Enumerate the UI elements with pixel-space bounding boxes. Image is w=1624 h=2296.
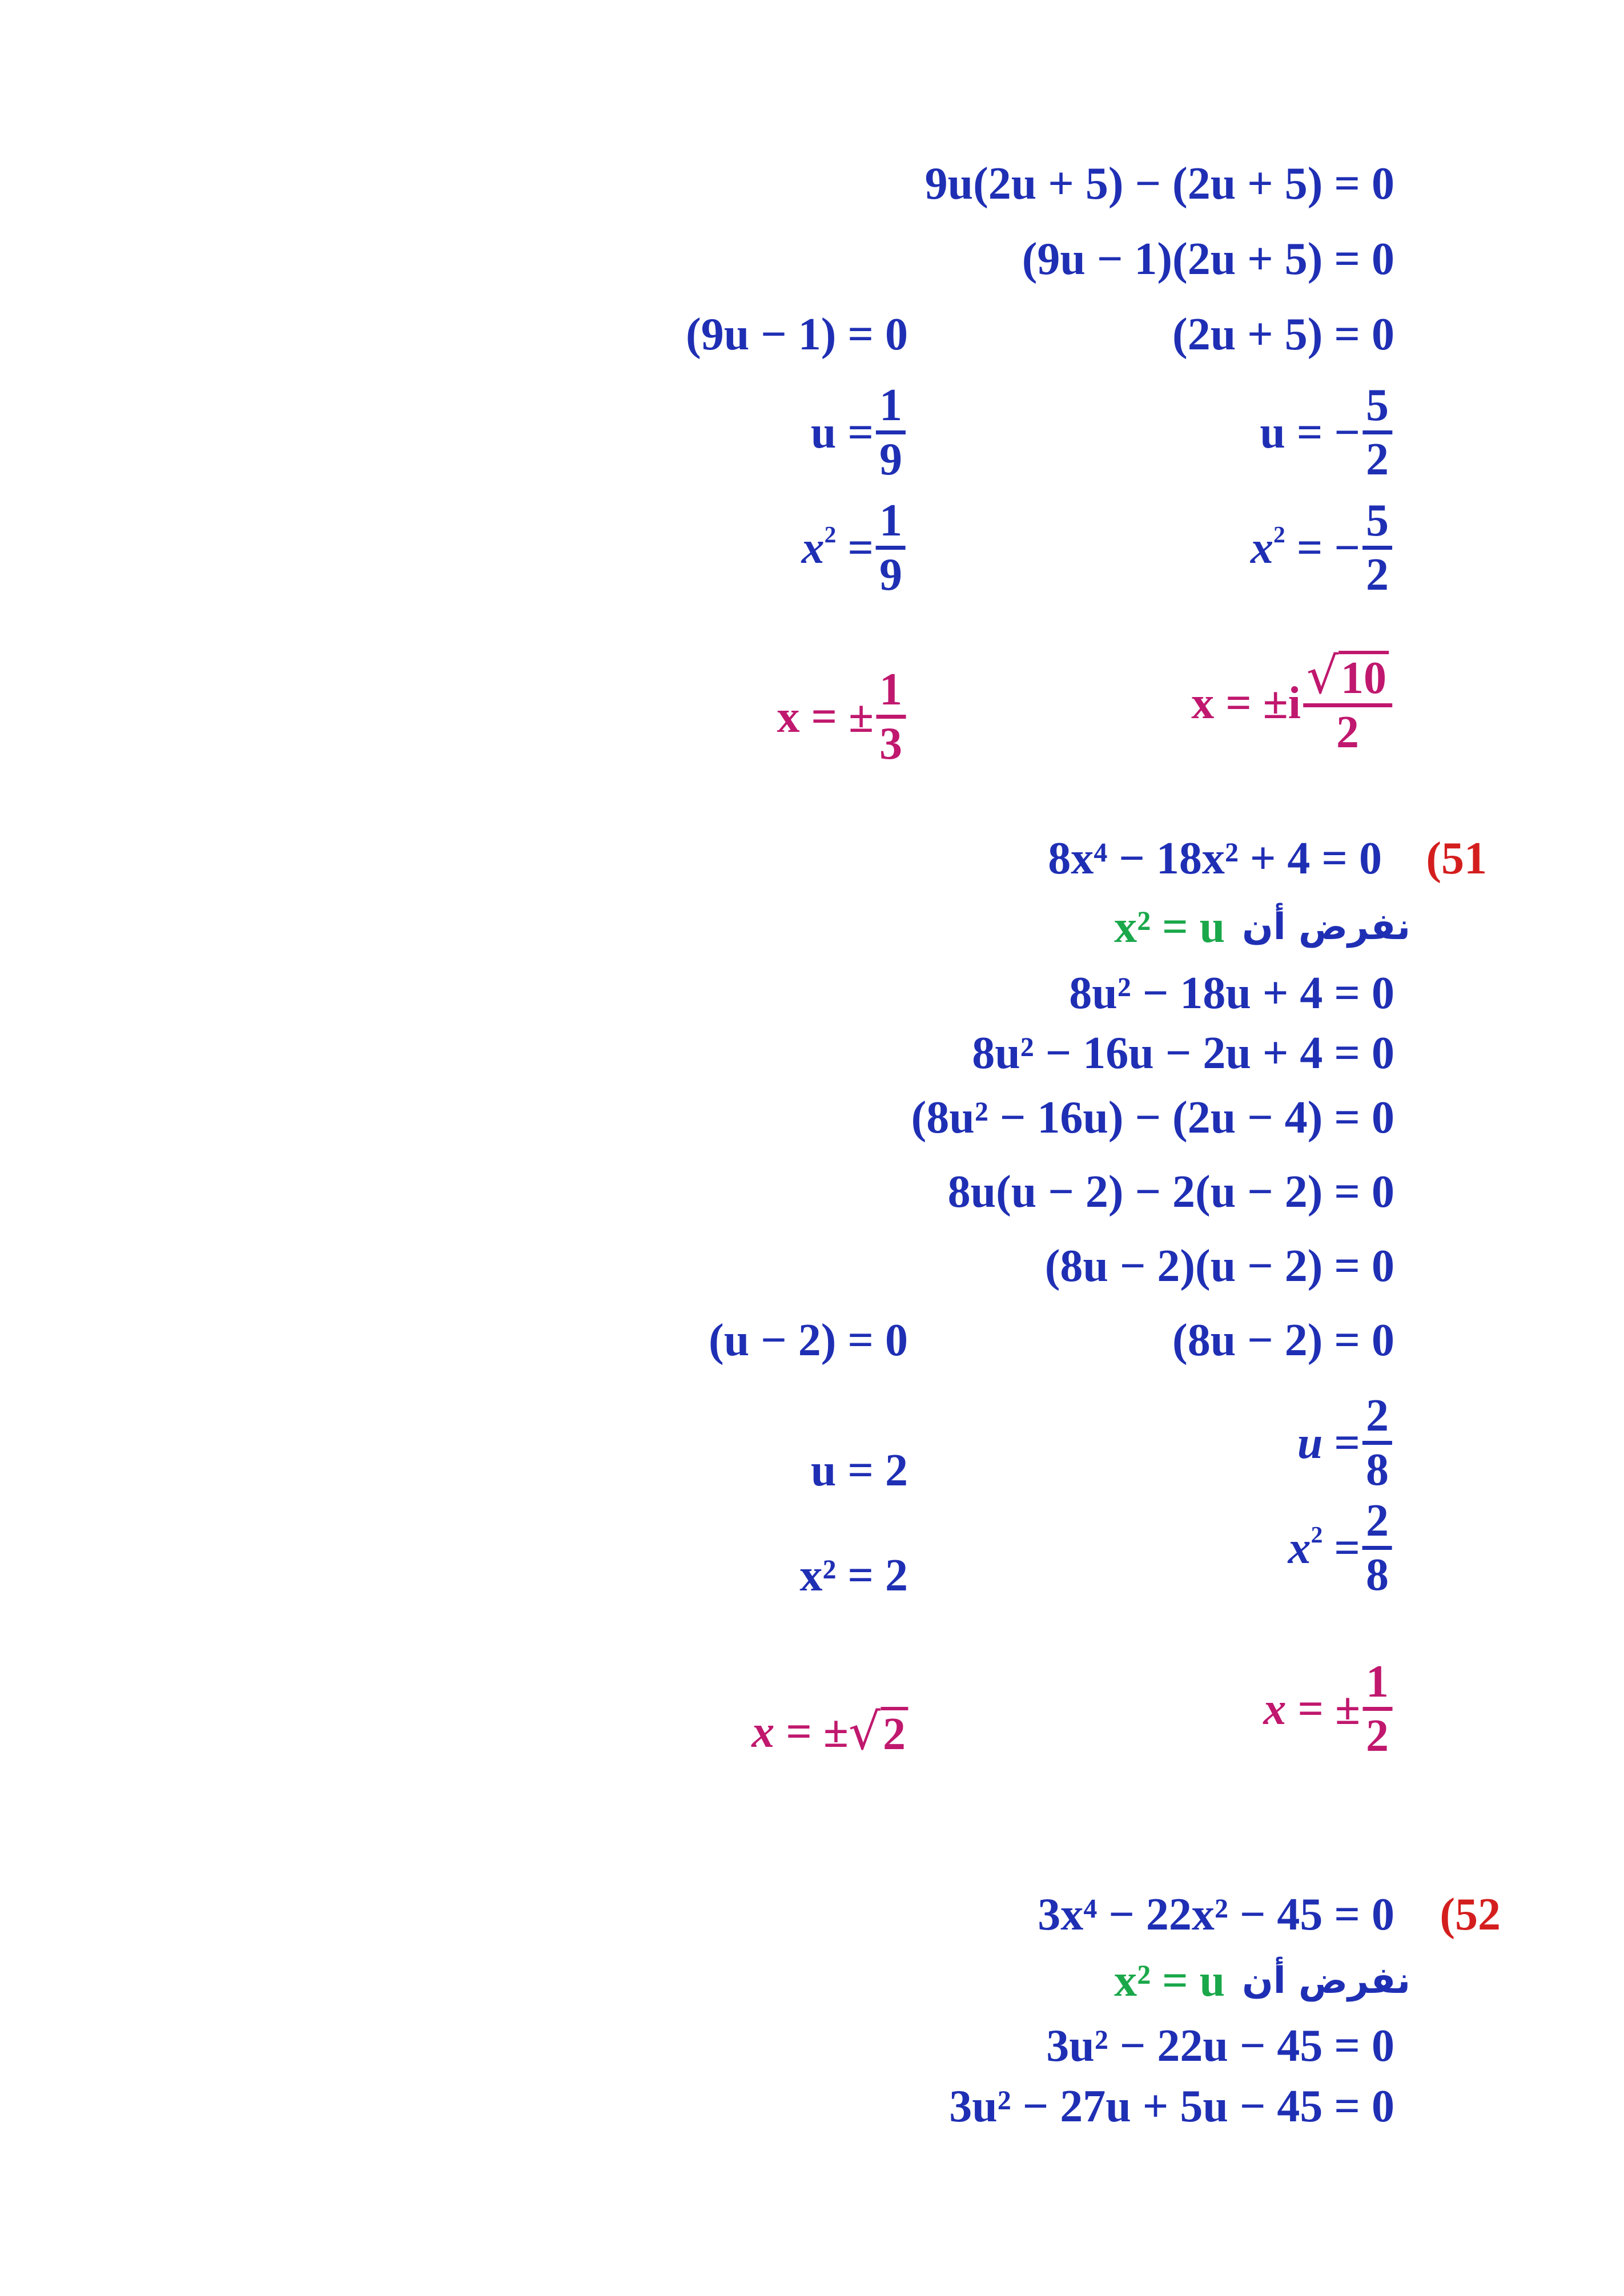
p51-x2-left: x² = 2 — [799, 1550, 908, 1601]
p51-line-5: (8u − 2)(u − 2) = 0 — [1044, 1241, 1394, 1291]
p51-line-2: 8u² − 16u − 2u + 4 = 0 — [972, 1028, 1394, 1078]
p51-substitution: x² = u نفرض أن — [1114, 902, 1410, 952]
p51-x2-right: $x^2$ = $\frac{2}{8}$ — [1288, 1498, 1394, 1598]
p51-line-1: 8u² − 18u + 4 = 0 — [1069, 968, 1394, 1018]
p51-equation: 8x⁴ − 18x² + 4 = 0 — [1048, 833, 1382, 884]
p50-line-2: (9u − 1)(2u + 5) = 0 — [1022, 234, 1394, 284]
p51-line-3: (8u² − 16u) − (2u − 4) = 0 — [911, 1093, 1394, 1143]
p51-solution-right: x = ± $\frac{1}{2}$ — [1264, 1659, 1395, 1759]
p50-factor-right: (2u + 5) = 0 — [1172, 309, 1394, 360]
p50-solution-right: x = ±i √ 10 2 — [1191, 651, 1394, 755]
p50-u-left: u = $\frac{1}{9}$ — [811, 382, 908, 482]
p50-x2-right: $x^2$ = − $\frac{5}{2}$ — [1251, 498, 1394, 598]
p50-u-right: u = − $\frac{5}{2}$ — [1260, 382, 1394, 482]
p51-factor-right: (8u − 2) = 0 — [1172, 1315, 1394, 1365]
problem-number-51: (51 — [1426, 833, 1487, 884]
p52-line-2: 3u² − 27u + 5u − 45 = 0 — [949, 2081, 1394, 2132]
p51-u-left: u = 2 — [810, 1445, 908, 1496]
p51-u-right: u = $\frac{2}{8}$ — [1297, 1393, 1394, 1493]
p51-line-4: 8u(u − 2) − 2(u − 2) = 0 — [947, 1167, 1394, 1217]
p52-equation: 3x⁴ − 22x² − 45 = 0 — [1038, 1890, 1394, 1940]
p51-factor-left: (u − 2) = 0 — [709, 1315, 908, 1365]
p50-solution-left: x = ± $\frac{1}{3}$ — [777, 667, 909, 767]
p52-line-1: 3u² − 22u − 45 = 0 — [1046, 2021, 1394, 2071]
p50-x2-left: $x^2$ = $\frac{1}{9}$ — [802, 498, 908, 598]
p52-substitution: x² = u نفرض أن — [1114, 1956, 1410, 2006]
p51-solution-left: x = ± √ 2 — [751, 1707, 908, 1757]
p50-factor-left: (9u − 1) = 0 — [686, 309, 908, 360]
problem-number-52: (52 — [1440, 1890, 1501, 1940]
p50-line-1: 9u(2u + 5) − (2u + 5) = 0 — [924, 159, 1394, 209]
